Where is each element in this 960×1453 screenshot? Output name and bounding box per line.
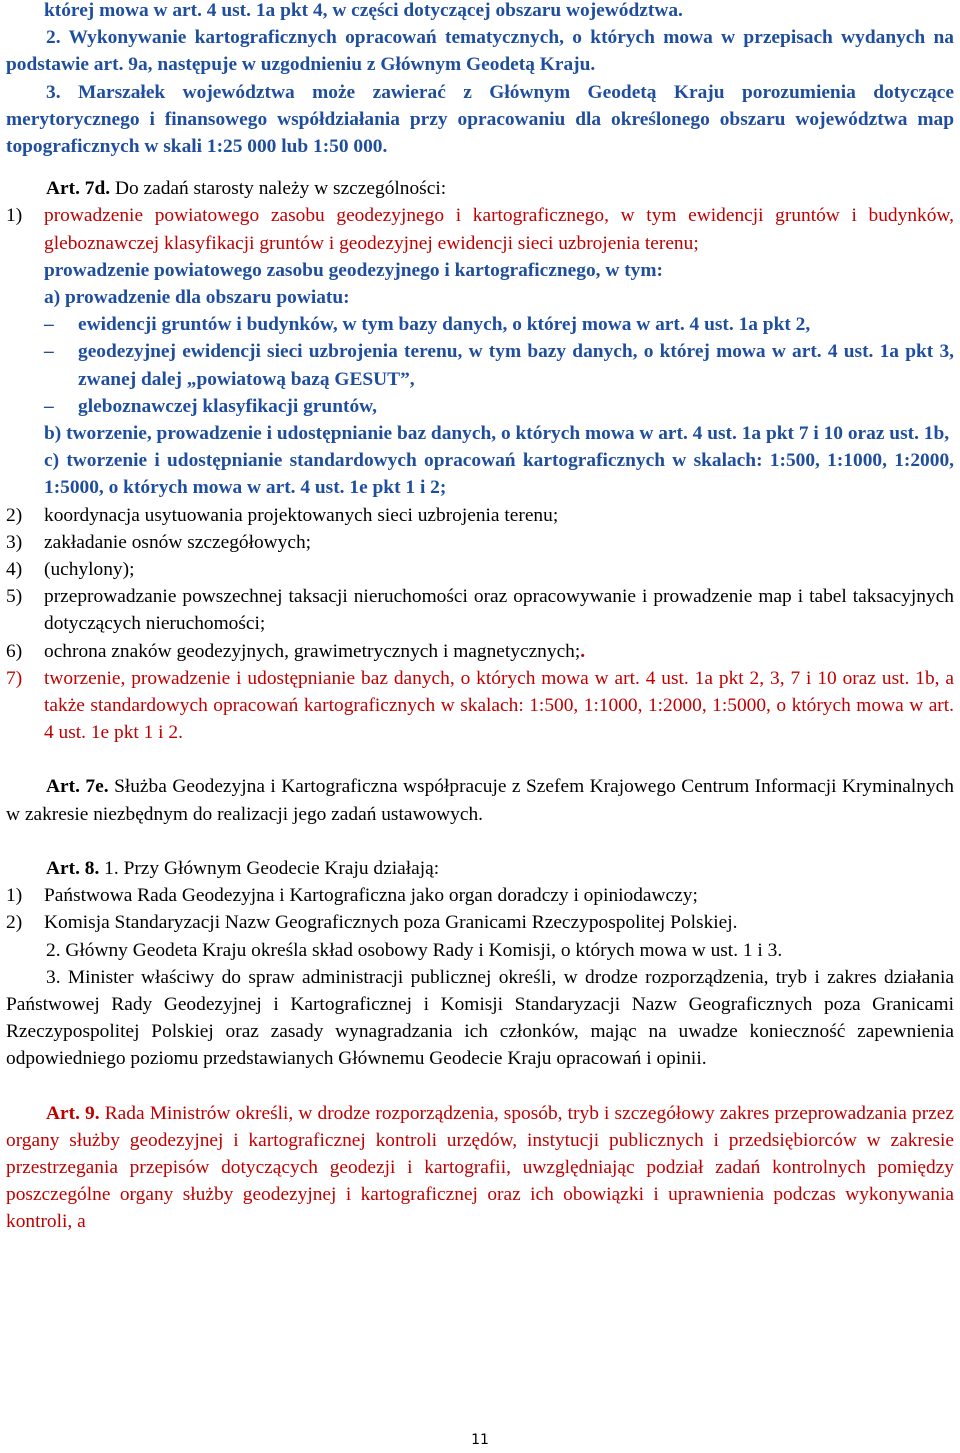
item-text: tworzenie, prowadzenie i udostępnianie baz danych, o których mowa w art. 4 ust. 1a pkt 2, 3, 7 i 10 oraz ust. 1b, a także standardowych opracowań kartograficznych w skalach: 1:500, 1:1000, 1:2000, 1:5000, o których mowa w art. 4 ust. 1e pkt 1 i 2. <box>44 667 954 744</box>
art-8-p1 <box>6 855 954 882</box>
item-number: 1) <box>6 885 23 907</box>
item-number: 2) <box>6 504 23 526</box>
art-8-heading: Art. 8. <box>46 857 100 879</box>
item-text: koordynacja usytuowania projektowanych sieci uzbrojenia terenu; <box>44 504 559 526</box>
art-9-heading: Art. 9. <box>46 1102 100 1124</box>
item-number: 5) <box>6 586 23 608</box>
dash-marker: – <box>44 341 54 363</box>
art-7d-item-1-b: b) tworzenie, prowadzenie i udostępnianie baz danych, o których mowa w art. 4 ust. 1a pkt 7 i 10 oraz ust. 1b, <box>44 423 950 445</box>
art-7d-item-1-c: c) tworzenie i udostępnianie standardowych opracowań kartograficznych w skalach: 1:500, 1:1000, 1:2000, 1:5000, o których mowa w art. 4 ust. 1e pkt 1 i 2; <box>44 450 954 499</box>
dash-text: ewidencji gruntów i budynków, w tym bazy danych, o której mowa w art. 4 ust. 1a pkt 2, <box>78 314 811 336</box>
art-8-p2: 2. Główny Geodeta Kraju określa skład osobowy Rady i Komisji, o których mowa w ust. 1 i 3. <box>46 939 783 961</box>
dash-text: geodezyjnej ewidencji sieci uzbrojenia terenu, w tym bazy danych, o której mowa w art. 4 ust. 1a pkt 3, zwanej dalej „powiatową bazą GESUT”, <box>78 341 954 390</box>
item-text: ochrona znaków geodezyjnych, grawimetrycznych i magnetycznych; <box>44 640 581 662</box>
item-number: 7) <box>6 667 23 689</box>
art-8-item-2 <box>6 909 954 936</box>
art-7d-item-3 <box>6 529 954 556</box>
document-page <box>6 0 954 1236</box>
art-9 <box>6 1100 954 1236</box>
art-7e <box>6 773 954 827</box>
art-7d-heading: Art. 7d. <box>46 178 111 200</box>
item-number: 4) <box>6 559 23 581</box>
art-7d-item-6 <box>6 638 954 665</box>
item-text: zakładanie osnów szczegółowych; <box>44 531 312 553</box>
dash-text: gleboznawczej klasyfikacji gruntów, <box>78 395 377 417</box>
item-number: 2) <box>6 912 23 934</box>
art-7e-text: Służba Geodezyjna i Kartograficzna współpracuje z Szefem Krajowego Centrum Informacji Kryminalnych w zakresie niezbędnym do realizacji jego zadań ustawowych. <box>6 776 954 825</box>
dash-item-2 <box>6 338 954 392</box>
item-number: 3) <box>6 531 23 553</box>
art-7d-intro <box>6 175 954 202</box>
art-7d-intro-text: Do zadań starosty należy w szczególności: <box>114 178 447 200</box>
inserted-period: . <box>580 640 586 662</box>
paragraph-2: 2. Wykonywanie kartograficznych opracowań tematycznych, o których mowa w przepisach wydanych na podstawie art. 9a, następuje w uzgodnieniu z Głównym Geodetą Kraju. <box>6 27 954 76</box>
art-7d-item-5 <box>6 583 954 637</box>
art-7d-item-4 <box>6 556 954 583</box>
continuation-line: której mowa w art. 4 ust. 1a pkt 4, w części dotyczącej obszaru województwa. <box>44 0 683 21</box>
dash-item-3 <box>6 393 954 420</box>
item-text: (uchylony); <box>44 559 135 581</box>
art-7d-item-1-a: a) prowadzenie dla obszaru powiatu: <box>44 287 350 309</box>
art-7e-heading: Art. 7e. <box>46 776 109 798</box>
art-7d-item-1-new: prowadzenie powiatowego zasobu geodezyjnego i kartograficznego, w tym: <box>44 259 663 281</box>
item-number: 6) <box>6 640 23 662</box>
art-8-item-1 <box>6 882 954 909</box>
item-text: Państwowa Rada Geodezyjna i Kartograficzna jako organ doradczy i opiniodawczy; <box>44 885 698 907</box>
art-8-p1-text: 1. Przy Głównym Geodecie Kraju działają: <box>104 857 440 879</box>
art-7d-item-2 <box>6 502 954 529</box>
art-9-text: Rada Ministrów określi, w drodze rozporządzenia, sposób, tryb i szczegółowy zakres przeprowadzania przez organy służby geodezyjnej i kartograficznej kontroli urzędów, instytucji publicznych i przedsiębiorców w zakresie przestrzegania przepisów dotyczących geodezji i kartografii, uwzględniając podział zadań kontrolnych pomiędzy poszczególne organy służby geodezyjnej i kartograficznej oraz ich obowiązki i uprawnienia podczas wykonywania kontroli, a <box>6 1102 954 1233</box>
art-7d-item-7 <box>6 665 954 747</box>
art-8-p3: 3. Minister właściwy do spraw administracji publicznej określi, w drodze rozporządzenia, tryb i zakres działania Państwowej Rady Geodezyjnej i Kartograficznej i Komisji Standaryzacji Nazw Geograficznych poza Granicami Rzeczypospolitej Polskiej oraz zasady wynagradzania ich członków, mając na uwadze konieczność zapewnienia odpowiedniego poziomu przedstawianych Głównemu Geodecie Kraju opracowań i opinii. <box>6 966 954 1070</box>
dash-marker: – <box>44 314 54 336</box>
item-number: 1) <box>6 205 23 227</box>
dash-marker: – <box>44 395 54 417</box>
item-text: prowadzenie powiatowego zasobu geodezyjnego i kartograficznego, w tym ewidencji gruntów i budynków, gleboznawczej klasyfikacji gruntów i geodezyjnej ewidencji sieci uzbrojenia terenu; <box>44 205 954 254</box>
page-number: 11 <box>471 1432 489 1448</box>
paragraph-3: 3. Marszałek województwa może zawierać z Głównym Geodetą Kraju porozumienia dotyczące merytorycznego i finansowego współdziałania przy opracowaniu dla określonego obszaru województwa map topograficznych w skali 1:25 000 lub 1:50 000. <box>6 81 954 158</box>
item-text: przeprowadzanie powszechnej taksacji nieruchomości oraz opracowywanie i prowadzenie map i tabel taksacyjnych dotyczących nieruchomości; <box>44 586 954 635</box>
art-7d-item-1-old <box>6 202 954 256</box>
item-text: Komisja Standaryzacji Nazw Geograficznych poza Granicami Rzeczypospolitej Polskiej. <box>44 912 738 934</box>
dash-item-1 <box>6 311 954 338</box>
